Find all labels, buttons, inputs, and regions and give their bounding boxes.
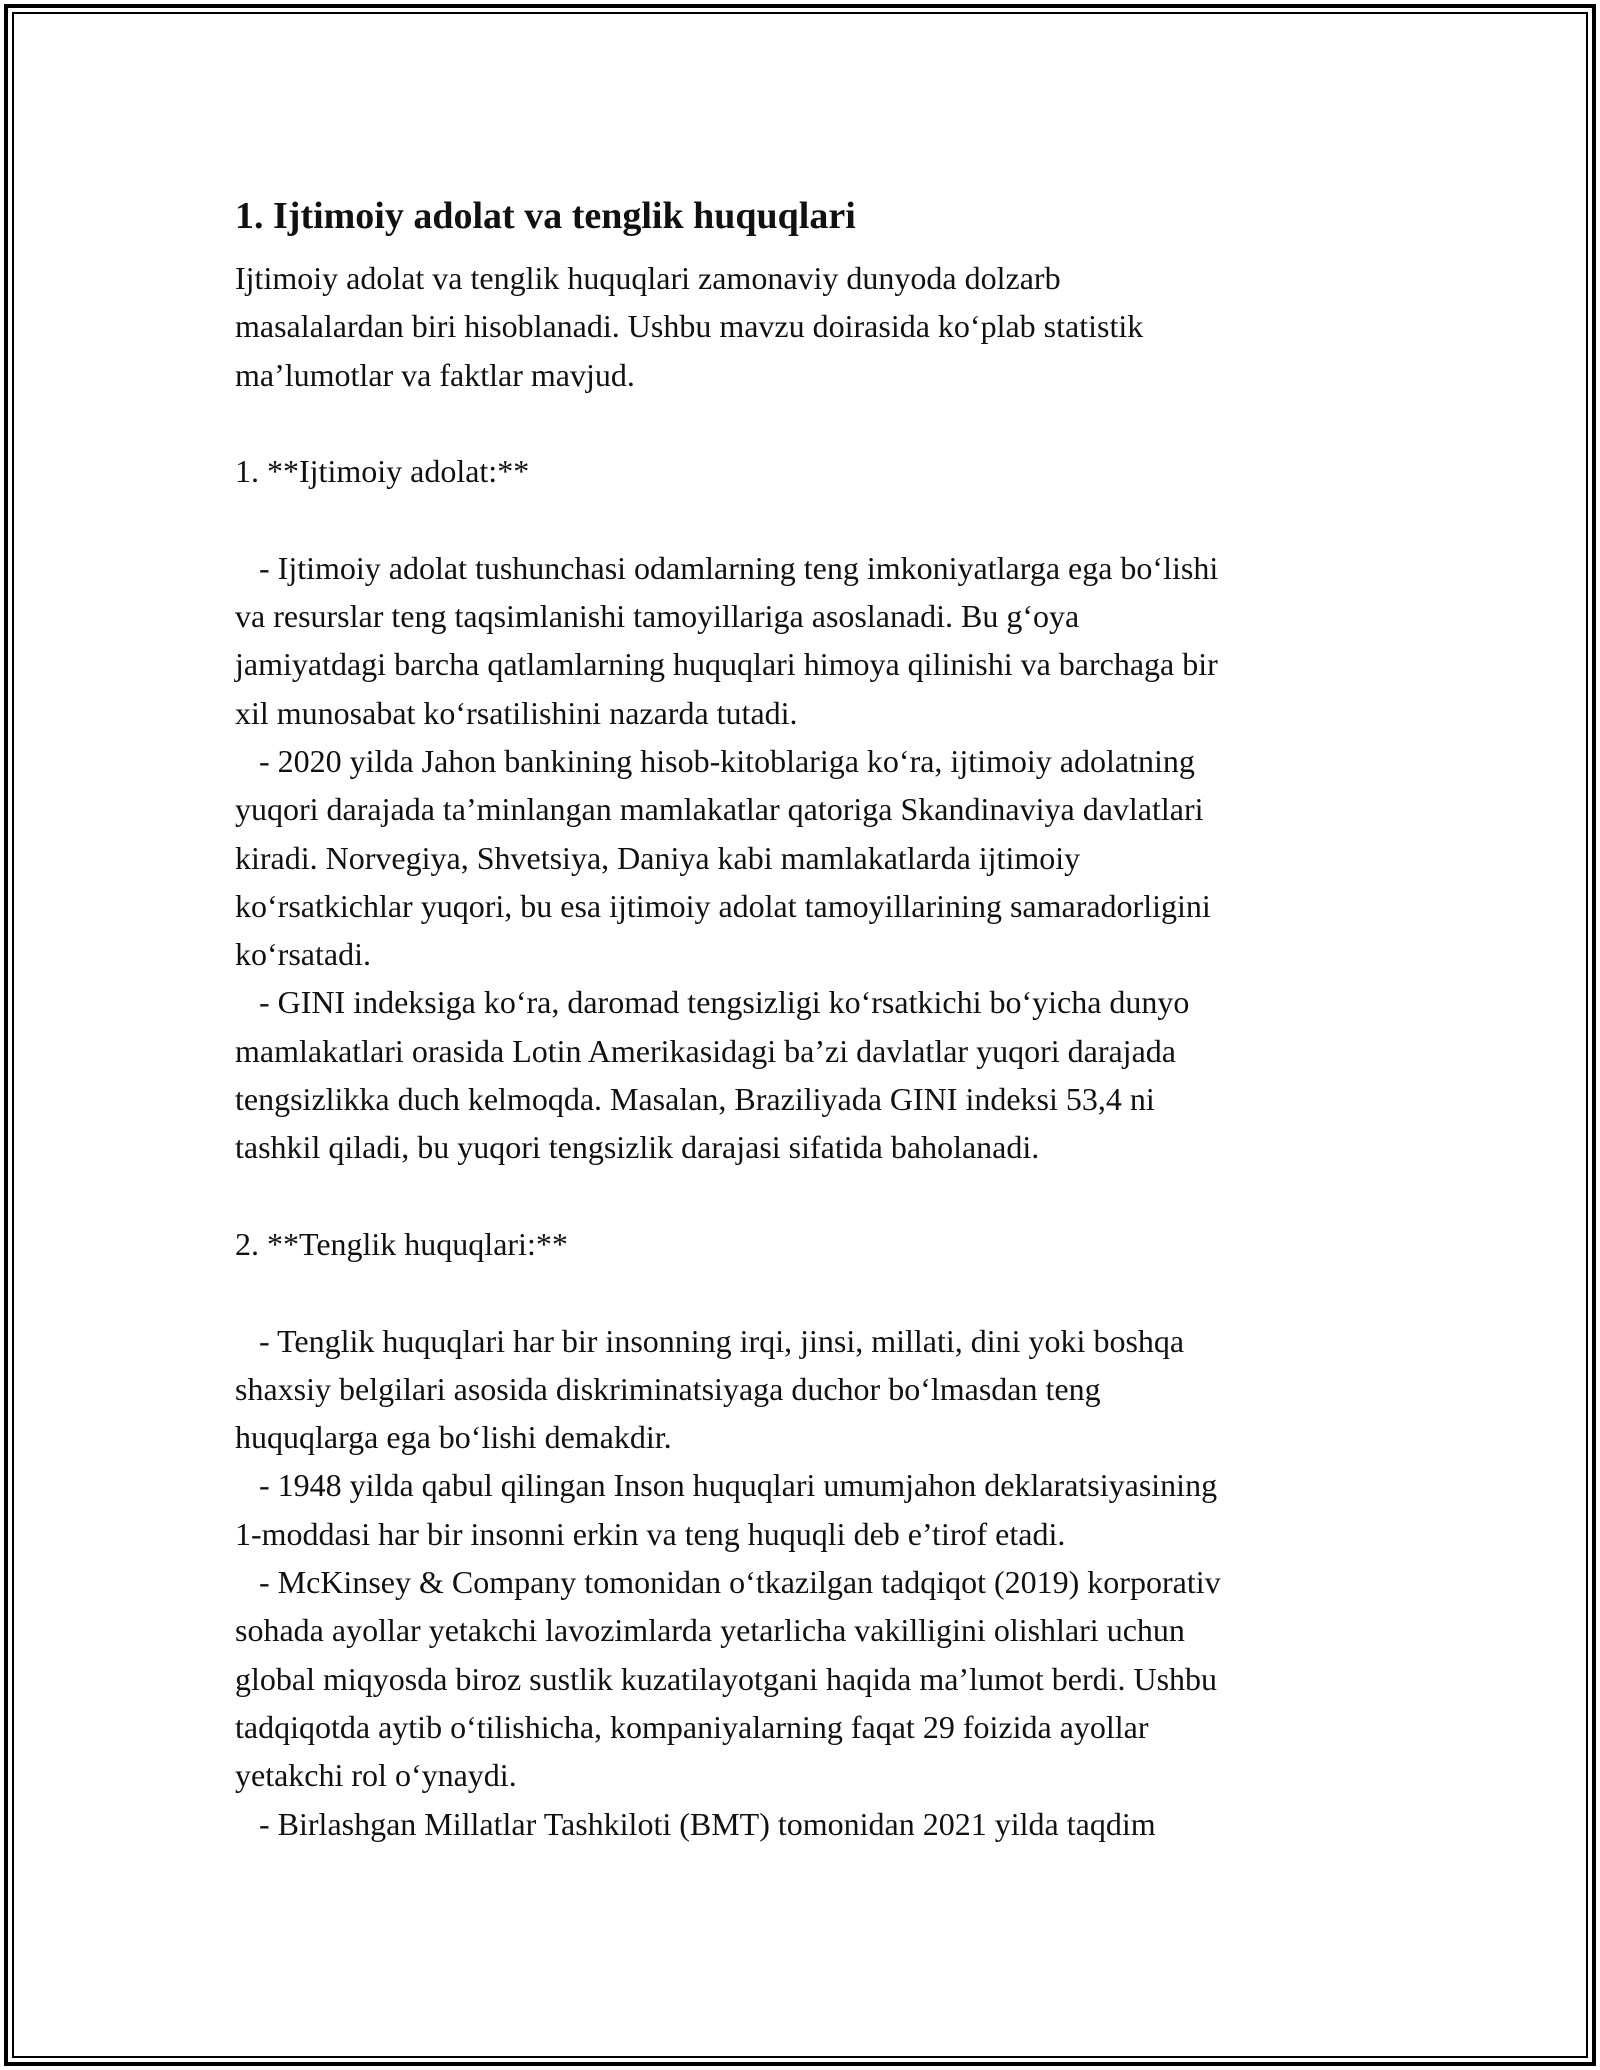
- text-line: 1. **Ijtimoiy adolat:**: [235, 453, 530, 490]
- text-line: - 2020 yilda Jahon bankining hisob-kitoblariga ko‘ra, ijtimoiy adolatning: [235, 742, 1195, 779]
- document-body: [235, 188, 1385, 1848]
- text-line: ma’lumotlar va faktlar mavjud.: [235, 356, 635, 393]
- text-line: ko‘rsatkichlar yuqori, bu esa ijtimoiy adolat tamoyillarining samaradorligini: [235, 887, 1211, 924]
- text-line: ko‘rsatadi.: [235, 936, 371, 973]
- blank-line: [235, 495, 1385, 543]
- text-line: sohada ayollar yetakchi lavozimlarda yetarlicha vakilligini olishlari uchun: [235, 1612, 1185, 1649]
- text-line: va resurslar teng taqsimlanishi tamoyillariga asoslanadi. Bu g‘oya: [235, 598, 1080, 635]
- text-line: - McKinsey & Company tomonidan o‘tkazilgan tadqiqot (2019) korporativ: [235, 1564, 1221, 1601]
- text-line: tashkil qiladi, bu yuqori tengsizlik darajasi sifatida baholanadi.: [235, 1129, 1040, 1166]
- text-line: masalalardan biri hisoblanadi. Ushbu mavzu doirasida ko‘plab statistik: [235, 308, 1144, 345]
- text-line: mamlakatlari orasida Lotin Amerikasidagi ba’zi davlatlar yuqori darajada: [235, 1032, 1176, 1069]
- text-line: 2. **Tenglik huquqlari:**: [235, 1225, 568, 1262]
- text-line: jamiyatdagi barcha qatlamlarning huquqlari himoya qilinishi va barchaga bir: [235, 646, 1218, 683]
- text-line: kiradi. Norvegiya, Shvetsiya, Daniya kabi mamlakatlarda ijtimoiy: [235, 839, 1081, 876]
- text-line: - Birlashgan Millatlar Tashkiloti (BMT) tomonidan 2021 yilda taqdim: [235, 1805, 1156, 1842]
- text-line: - Tenglik huquqlari har bir insonning irqi, jinsi, millati, dini yoki boshqa: [235, 1322, 1185, 1359]
- text-line: yetakchi rol o‘ynaydi.: [235, 1757, 517, 1794]
- text-line: - 1948 yilda qabul qilingan Inson huquqlari umumjahon deklaratsiyasining: [235, 1467, 1218, 1504]
- text-line: tengsizlikka duch kelmoqda. Masalan, Braziliyada GINI indeksi 53,4 ni: [235, 1081, 1155, 1118]
- text-line: tadqiqotda aytib o‘tilishicha, kompaniyalarning faqat 29 foizida ayollar: [235, 1708, 1149, 1745]
- text-line: yuqori darajada ta’minlangan mamlakatlar qatoriga Skandinaviya davlatlari: [235, 791, 1204, 828]
- text-line: - Ijtimoiy adolat tushunchasi odamlarning teng imkoniyatlarga ega bo‘lishi: [235, 549, 1219, 586]
- text-line: xil munosabat ko‘rsatilishini nazarda tutadi.: [235, 694, 798, 731]
- text-line: global miqyosda biroz sustlik kuzatilayotgani haqida ma’lumot berdi. Ushbu: [235, 1660, 1218, 1697]
- blank-line: [235, 399, 1385, 447]
- blank-line: [235, 1268, 1385, 1316]
- text-line: huquqlarga ega bo‘lishi demakdir.: [235, 1419, 672, 1456]
- text-line: shaxsiy belgilari asosida diskriminatsiyaga duchor bo‘lmasdan teng: [235, 1370, 1101, 1407]
- text-line: - GINI indeksiga ko‘ra, daromad tengsizligi ko‘rsatkichi bo‘yicha dunyo: [235, 984, 1190, 1021]
- page-title: 1. Ijtimoiy adolat va tenglik huquqlari: [235, 195, 856, 237]
- document-text: [235, 254, 1385, 1848]
- text-line: Ijtimoiy adolat va tenglik huquqlari zamonaviy dunyoda dolzarb: [235, 260, 1061, 296]
- text-line: 1-moddasi har bir insonni erkin va teng huquqli deb e’tirof etadi.: [235, 1515, 1066, 1552]
- blank-line: [235, 1172, 1385, 1220]
